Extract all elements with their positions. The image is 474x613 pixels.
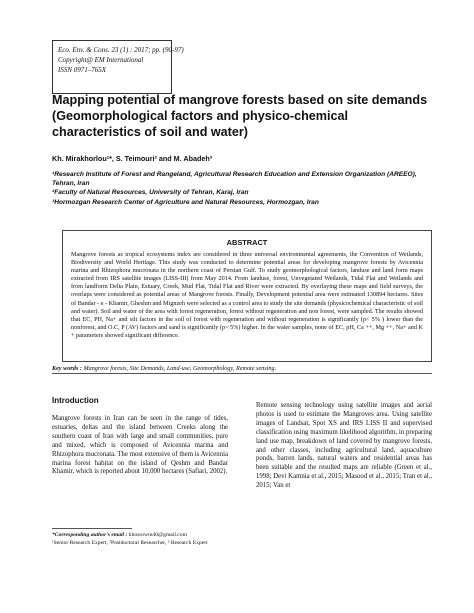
- keywords: [52, 365, 432, 372]
- author-positions: ¹Senior Research Expert, ²Postdoctoral Researcher, ³ Research Expert: [52, 540, 208, 546]
- author-list: Kh. Mirakhorlou¹*, S. Teimouri² and M. Abadeh³: [52, 154, 213, 163]
- right-column: [256, 402, 432, 491]
- abstract-text: Mangrove forests as tropical ecosystems index are considered in three universal environmental agreements, the Convention of Wetlands, Biodiversity and World Heritage. This study was conducted to determine potential areas for developing mangrove forests by Avicennia marina and Rhizophora mucronata in the northern coast of Persian Gulf. To study geomorphological factors, landuse and land form maps extracted from IRS satellite images (LISS-III) from May 2014. From landuse, forest, Unvegetated Wetlands, Tidal Flat and Wetlands and from landform Delta Plain, Estuary, Creek, Mud Flat, Tidal Flat and River were extracted. By overlaying these maps and field surveys, the overlaps were considered as potential areas of Mangrove forests. Finally, Development potential area were estimated 130894 hectares. Sites of Bandar - e - Khamir, Gheshm and Mignzeh were selected as a control area to study the site demands (physicochemical characteristic of soil and water). Soil and water of the area with forest regeneration, forest without regeneration and non forest, were sampled. The results showed that EC, PH, Na+ and silt factors in the soil of forest with regeneration and without regeneration is significantly (p< 5% ) lower than the nonforest, and O.C, P (AV) factors and sand is significantly (p< 5%) higher. In the water samples, none of EC, pH, Ca ++, Mg ++, Na+ and K + parameters showed significant difference.: [71, 251, 423, 339]
- affiliations: [52, 170, 432, 207]
- footnote-divider: [52, 528, 132, 529]
- abstract-heading: ABSTRACT: [226, 238, 268, 247]
- corresponding-email[interactable]: khosrowm40@gmail.com: [128, 532, 187, 538]
- journal-issn: ISSN 0971–765X: [58, 66, 107, 74]
- abstract-box: [62, 230, 432, 362]
- affiliation-1: ¹Research Institute of Forest and Rangeland, Agricultural Research Education and Extension Organization (AREEO), Tehran, Iran: [52, 171, 417, 188]
- introduction-left-text: Mangrove forests in Iran can be seen in the range of tides, estuaries, deltas and the island between Creeks along the southern coast of Iran with large and small communities, pure and mixed, which is composed of Avicennia marina and Rhizophora mucronata. The most extensive of them is Avicennia marina forest habitat on the island of Qeshm and Bandar Khamir, which is reported about 10,000 hectares (Safiari, 2002).: [52, 415, 228, 476]
- affiliation-2: ²Faculty of Natural Resources, University of Tehran, Karaj, Iran: [52, 189, 249, 197]
- keywords-text: Mangrove forests, Site Demands, Land-use, Geomorphology, Remote sensing.: [83, 365, 277, 372]
- introduction-heading: Introduction: [52, 396, 99, 405]
- introduction-right-text: Remote sensing technology using satellite images and aerial photos is used to estimate the Mangroves area. Using satellite images of Landsat, Spot XS and IRS LISS II and supervised classification using maximum likelihood algorithm, in preparing land use map, breakdown of land covered by mangrove forests, and other classes, including agricultural land, aquaculture ponds, barren lands, natural waters and residential areas has been suitable and the resulted maps are reliable (Green et al., 1998; Devi Kamnia et al., 2015; Masood et al., 2015; Tran et al., 2015; Van et: [256, 402, 432, 490]
- left-column: [52, 396, 228, 477]
- affiliation-3: ³Hormozgan Research Center of Agriculture and Natural Resources, Hormozgan, Iran: [52, 198, 319, 206]
- paper-title: Mapping potential of mangrove forests based on site demands (Geomorphological factors and physico-chemical characteristics of soil and water): [52, 93, 428, 139]
- corresponding-author-label: *Corresponding author's email :: [52, 532, 128, 538]
- journal-info-box: [52, 40, 184, 94]
- journal-citation: Eco. Env. & Cons. 23 (1) : 2017; pp. (90-97): [58, 46, 184, 54]
- keywords-label: Key words :: [52, 365, 82, 372]
- journal-copyright: Copyright@ EM International: [58, 56, 144, 64]
- keywords-divider: [52, 373, 432, 374]
- footnotes: [52, 531, 432, 547]
